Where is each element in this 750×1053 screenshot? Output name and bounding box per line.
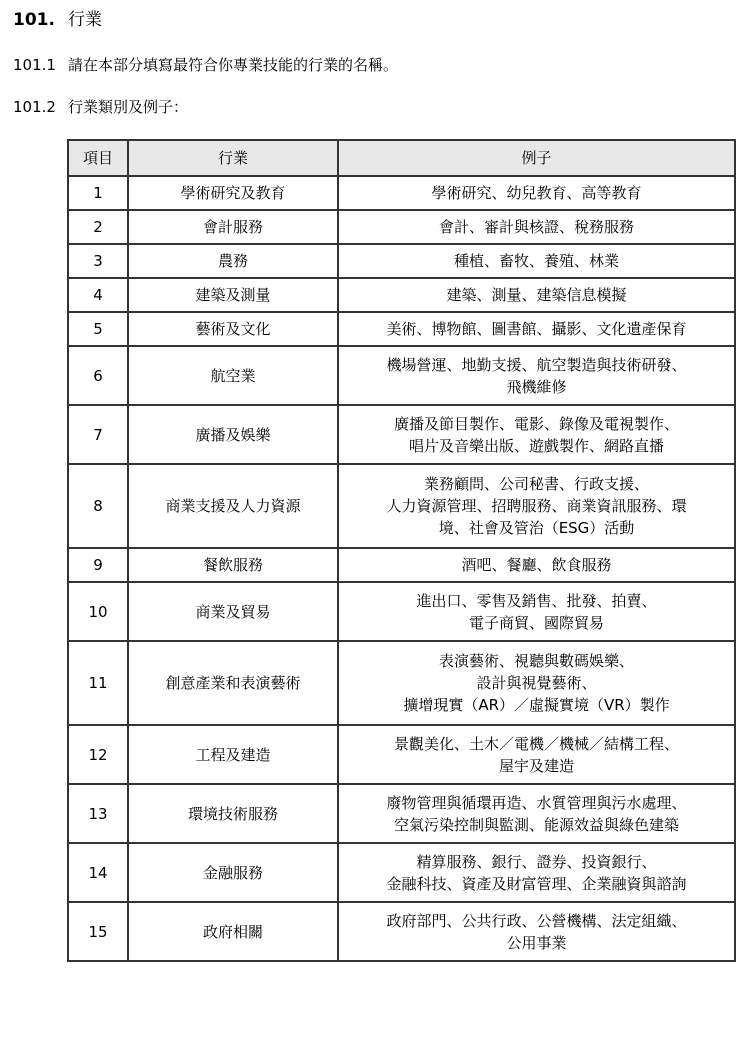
- table-row: [68, 843, 735, 902]
- example-line: 屋宇及建造: [498, 756, 574, 775]
- row-industry: 餐飲服務: [128, 548, 338, 582]
- example-line: 美術、博物館、圖書館、攝影、文化遺產保育: [386, 320, 687, 338]
- example-line: 金融科技、資產及財富管理、企業融資與諮詢: [386, 874, 687, 893]
- table-row: [68, 210, 735, 244]
- row-item-no: 1: [68, 176, 128, 210]
- row-industry: 農務: [128, 244, 338, 278]
- paragraph-101-1: [13, 54, 398, 76]
- row-industry: 創意產業和表演藝術: [128, 641, 338, 725]
- row-industry: 航空業: [128, 346, 338, 405]
- example-line: 機場營運、地勤支援、航空製造與技術研發、: [386, 355, 687, 374]
- example-line: 表演藝術、視聽與數碼娛樂、: [438, 652, 634, 670]
- example-line: 擴增現實（AR）／虛擬實境（VR）製作: [403, 696, 670, 714]
- row-industry: 政府相關: [128, 902, 338, 961]
- example-line: 種植、畜牧、養殖、林業: [453, 252, 619, 270]
- row-item-no: 8: [68, 464, 128, 548]
- row-industry: 建築及測量: [128, 278, 338, 312]
- example-line: 酒吧、餐廳、飲食服務: [461, 556, 612, 574]
- table-row: [68, 278, 735, 312]
- example-line: 政府部門、公共行政、公營機構、法定組織、: [386, 911, 687, 930]
- row-item-no: 14: [68, 843, 128, 902]
- table-row: [68, 784, 735, 843]
- row-industry: 廣播及娛樂: [128, 405, 338, 464]
- example-line: 廢物管理與循環再造、水質管理與污水處理、: [386, 793, 687, 812]
- row-examples: [338, 405, 735, 464]
- row-examples: [338, 902, 735, 961]
- row-examples: [338, 725, 735, 784]
- example-line: 精算服務、銀行、證券、投資銀行、: [416, 852, 657, 871]
- industry-table: [67, 139, 736, 962]
- paragraph-number: 101.2: [13, 98, 56, 116]
- row-item-no: 13: [68, 784, 128, 843]
- table-row: [68, 725, 735, 784]
- table-row: [68, 582, 735, 641]
- section-heading: [13, 8, 102, 32]
- row-item-no: 11: [68, 641, 128, 725]
- example-line: 建築、測量、建築信息模擬: [446, 286, 627, 304]
- row-industry: 學術研究及教育: [128, 176, 338, 210]
- row-industry: 工程及建造: [128, 725, 338, 784]
- row-examples: [338, 582, 735, 641]
- example-line: 公用事業: [506, 933, 567, 952]
- table-body: [68, 176, 735, 961]
- row-item-no: 2: [68, 210, 128, 244]
- example-line: 設計與視覺藝術、: [476, 674, 597, 692]
- row-item-no: 15: [68, 902, 128, 961]
- row-item-no: 12: [68, 725, 128, 784]
- example-line: 廣播及節目製作、電影、錄像及電視製作、: [393, 414, 679, 433]
- row-industry: 會計服務: [128, 210, 338, 244]
- paragraph-text: 行業類別及例子：: [68, 98, 189, 116]
- table-row: [68, 548, 735, 582]
- row-industry: 環境技術服務: [128, 784, 338, 843]
- row-item-no: 7: [68, 405, 128, 464]
- row-examples: [338, 312, 735, 346]
- row-examples: [338, 278, 735, 312]
- row-industry: 金融服務: [128, 843, 338, 902]
- row-examples: [338, 346, 735, 405]
- table-row: [68, 176, 735, 210]
- table-row: [68, 464, 735, 548]
- section-title: 行業: [68, 10, 102, 30]
- table-row: [68, 346, 735, 405]
- example-line: 飛機維修: [506, 377, 567, 396]
- example-line: 唱片及音樂出版、遊戲製作、網路直播: [408, 436, 664, 455]
- header-industry: 行業: [128, 140, 338, 176]
- row-item-no: 5: [68, 312, 128, 346]
- table-row: [68, 312, 735, 346]
- example-line: 人力資源管理、招聘服務、商業資訊服務、環: [386, 497, 687, 515]
- row-examples: [338, 244, 735, 278]
- table-header-row: [68, 140, 735, 176]
- row-examples: [338, 210, 735, 244]
- example-line: 進出口、零售及銷售、批發、拍賣、: [416, 591, 657, 610]
- paragraph-number: 101.1: [13, 56, 56, 74]
- row-examples: [338, 176, 735, 210]
- example-line: 學術研究、幼兒教育、高等教育: [431, 184, 642, 202]
- example-line: 境、社會及管治（ESG）活動: [438, 519, 635, 537]
- row-examples: [338, 641, 735, 725]
- row-item-no: 3: [68, 244, 128, 278]
- row-examples: [338, 548, 735, 582]
- row-item-no: 6: [68, 346, 128, 405]
- row-item-no: 4: [68, 278, 128, 312]
- row-industry: 商業及貿易: [128, 582, 338, 641]
- header-item-no: 項目: [68, 140, 128, 176]
- row-examples: [338, 784, 735, 843]
- example-line: 業務顧問、公司秘書、行政支援、: [423, 475, 649, 493]
- paragraph-text: 請在本部分填寫最符合你專業技能的行業的名稱。: [68, 56, 399, 74]
- example-line: 會計、審計與核證、稅務服務: [438, 218, 634, 236]
- row-industry: 商業支援及人力資源: [128, 464, 338, 548]
- row-item-no: 10: [68, 582, 128, 641]
- row-examples: [338, 843, 735, 902]
- table-row: [68, 244, 735, 278]
- row-item-no: 9: [68, 548, 128, 582]
- table-row: [68, 641, 735, 725]
- row-examples: [338, 464, 735, 548]
- row-industry: 藝術及文化: [128, 312, 338, 346]
- header-examples: 例子: [338, 140, 735, 176]
- table-row: [68, 405, 735, 464]
- section-number: 101.: [13, 10, 55, 30]
- paragraph-101-2: [13, 96, 188, 118]
- example-line: 空氣污染控制與監測、能源效益與綠色建築: [393, 815, 679, 834]
- example-line: 電子商貿、國際貿易: [468, 613, 604, 632]
- example-line: 景觀美化、土木／電機／機械／結構工程、: [393, 734, 679, 753]
- table-row: [68, 902, 735, 961]
